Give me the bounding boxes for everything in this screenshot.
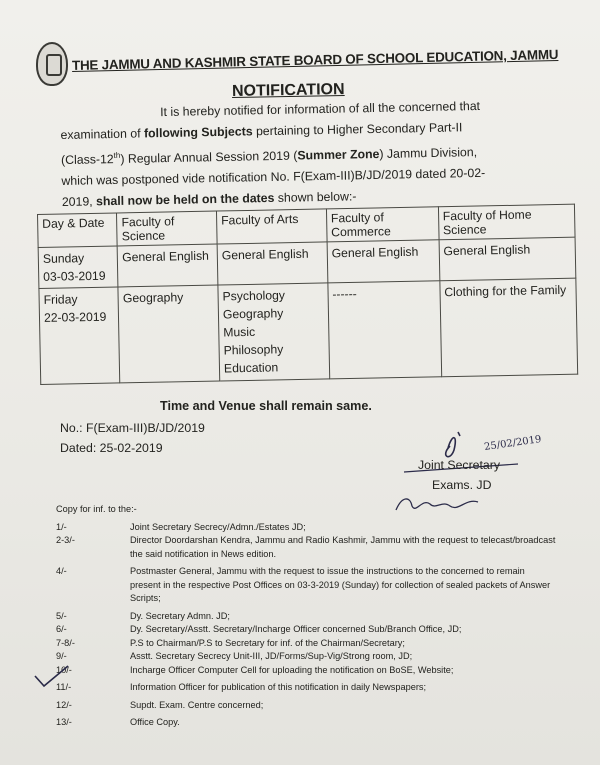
list-item: 5/- Dy. Secretary Admn. JD; — [56, 610, 230, 621]
board-name: THE JAMMU AND KASHMIR STATE BOARD OF SCHOOL EDUCATION, JAMMU — [71, 46, 559, 73]
row-home-science: Clothing for the Family — [440, 278, 578, 377]
list-item: 13/- Office Copy. — [56, 717, 180, 727]
header-home-science: Faculty of Home Science — [438, 204, 575, 240]
header-commerce: Faculty of Commerce — [326, 207, 438, 242]
list-item: 10/- Incharge Officer Computer Cell for uploading the notification on BoSE, Website; — [56, 664, 454, 675]
list-item: 7-8/- P.S to Chairman/P.S to Secretary for inf. of the Chairman/Secretary; — [56, 637, 405, 648]
row-arts: General English — [217, 242, 328, 285]
notification-title: NOTIFICATION — [231, 81, 345, 100]
signature-date: 25/02/2019 — [483, 434, 543, 453]
row-science: Geography — [118, 285, 219, 383]
row-commerce: ------ — [328, 281, 442, 379]
list-item: 11/- Information Officer for publication of this notification in daily Newspapers; — [56, 682, 427, 692]
row-home-science: General English — [439, 237, 576, 281]
signatory-title: Joint Secretary — [418, 458, 501, 472]
list-item: 9/- Asstt. Secretary Secrecy Unit-III, JD/Forms/Sup-Vig/Strong room, JD; — [56, 651, 413, 661]
list-item: 6/- Dy. Secretary/Asstt. Secretary/Incharge Officer concerned Sub/Branch Office, JD; — [56, 624, 462, 634]
intro-paragraph — [60, 95, 556, 214]
list-item: 2-3/- Director Doordarshan Kendra, Jammu and Radio Kashmir, Jammu with the request to telecast/broadcast the said notification in News edition. — [56, 535, 556, 559]
header-arts: Faculty of Arts — [216, 209, 326, 244]
row-arts: Psychology Geography Music Philosophy Education — [218, 283, 330, 381]
checkmark-icon — [32, 662, 72, 692]
row-commerce: General English — [327, 240, 440, 283]
board-emblem-icon — [36, 42, 68, 86]
row-day-date: Friday 22-03-2019 — [39, 287, 120, 385]
header-science: Faculty of Science — [117, 211, 217, 246]
signatory-department: Exams. JD — [432, 478, 492, 492]
intro-line-3: (Class-12th) Regular Annual Session 2019 (Summer Zone) Jammu Division, — [60, 145, 478, 168]
table-row — [39, 278, 578, 384]
header-day-date: Day & Date — [38, 213, 118, 248]
venue-note: Time and Venue shall remain same. — [160, 399, 372, 413]
row-day-date: Sunday 03-03-2019 — [38, 246, 118, 289]
exam-schedule-table — [37, 204, 578, 385]
intro-line-4: which was postponed vide notification No. F(Exam-III)B/JD/2019 dated 20-02- — [61, 165, 486, 189]
copy-heading: Copy for inf. to the:- — [56, 504, 137, 514]
copy-distribution-list — [56, 503, 556, 730]
list-item: 12/- Supdt. Exam. Centre concerned; — [56, 699, 264, 710]
notification-date: Dated: 25-02-2019 — [60, 441, 163, 455]
row-science: General English — [117, 244, 217, 287]
intro-line-1: It is hereby notified for information of all the concerned that — [160, 98, 481, 120]
list-item: 4/- Postmaster General, Jammu with the request to issue the instructions to the concerned to remain present in the respective Post Offices on 03-3-2019 (Sunday) for collection of sealed packets of Answer Scripts; — [56, 566, 551, 603]
notification-number: No.: F(Exam-III)B/JD/2019 — [60, 421, 205, 435]
intro-line-5: 2019, shall now be held on the dates shown below:- — [61, 189, 357, 210]
intro-line-2: examination of following Subjects pertaining to Higher Secondary Part-II — [60, 120, 463, 142]
list-item: 1/- Joint Secretary Secrecy/Admn./Estates JD; — [56, 521, 306, 532]
